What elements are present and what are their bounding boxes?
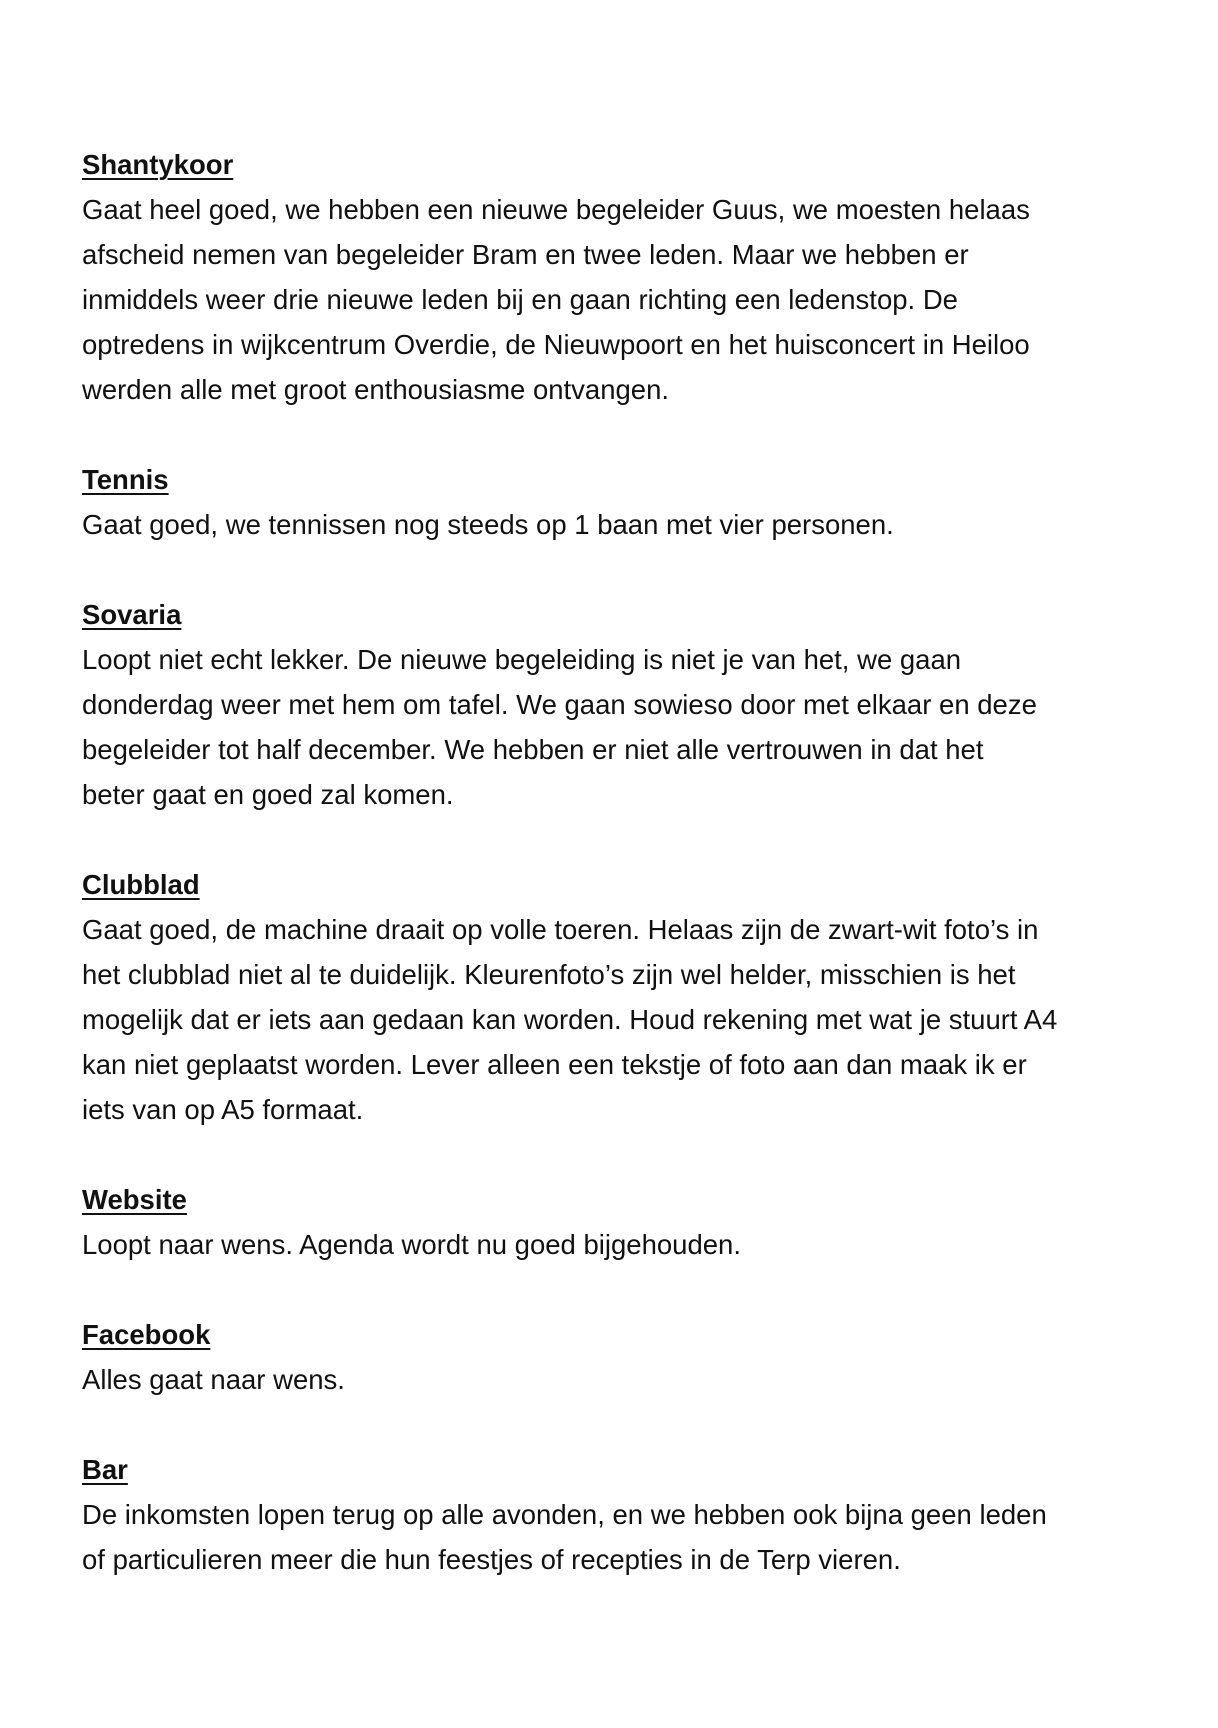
section-body: Gaat heel goed, we hebben een nieuwe begeleider Guus, we moesten helaas afscheid nemen van begeleider Bram en twee leden. Maar we hebben er inmiddels weer drie nieuwe leden bij en gaan richting een ledenstop. De optredens in wijkcentrum Overdie, de Nieuwpoort en het huisconcert in Heiloo werden alle met groot enthousiasme ontvangen. bbox=[82, 194, 1030, 405]
section-website bbox=[82, 1177, 1142, 1267]
document-page bbox=[82, 142, 1142, 1627]
section-heading: Clubblad bbox=[82, 869, 200, 900]
section-facebook bbox=[82, 1312, 1142, 1402]
section-shantykoor bbox=[82, 142, 1142, 412]
section-heading: Website bbox=[82, 1184, 187, 1215]
section-body: Gaat goed, de machine draait op volle toeren. Helaas zijn de zwart-wit foto’s in het clubblad niet al te duidelijk. Kleurenfoto’s zijn wel helder, misschien is het mogelijk dat er iets aan gedaan kan worden. Houd rekening met wat je stuurt A4 kan niet geplaatst worden. Lever alleen een tekstje of foto aan dan maak ik er iets van op A5 formaat. bbox=[82, 914, 1058, 1125]
section-heading: Sovaria bbox=[82, 599, 182, 630]
section-body: Loopt niet echt lekker. De nieuwe begeleiding is niet je van het, we gaan donderdag weer met hem om tafel. We gaan sowieso door met elkaar en deze begeleider tot half december. We hebben er niet alle vertrouwen in dat het beter gaat en goed zal komen. bbox=[82, 644, 1037, 810]
section-body: De inkomsten lopen terug op alle avonden, en we hebben ook bijna geen leden of particulieren meer die hun feestjes of recepties in de Terp vieren. bbox=[82, 1499, 1047, 1575]
section-sovaria bbox=[82, 592, 1142, 817]
section-heading: Bar bbox=[82, 1454, 128, 1485]
section-clubblad bbox=[82, 862, 1142, 1132]
section-heading: Tennis bbox=[82, 464, 169, 495]
section-tennis bbox=[82, 457, 1142, 547]
section-bar bbox=[82, 1447, 1142, 1582]
section-body: Gaat goed, we tennissen nog steeds op 1 baan met vier personen. bbox=[82, 509, 894, 540]
section-body: Loopt naar wens. Agenda wordt nu goed bijgehouden. bbox=[82, 1229, 741, 1260]
section-heading: Facebook bbox=[82, 1319, 211, 1350]
section-body: Alles gaat naar wens. bbox=[82, 1364, 345, 1395]
section-heading: Shantykoor bbox=[82, 149, 234, 180]
